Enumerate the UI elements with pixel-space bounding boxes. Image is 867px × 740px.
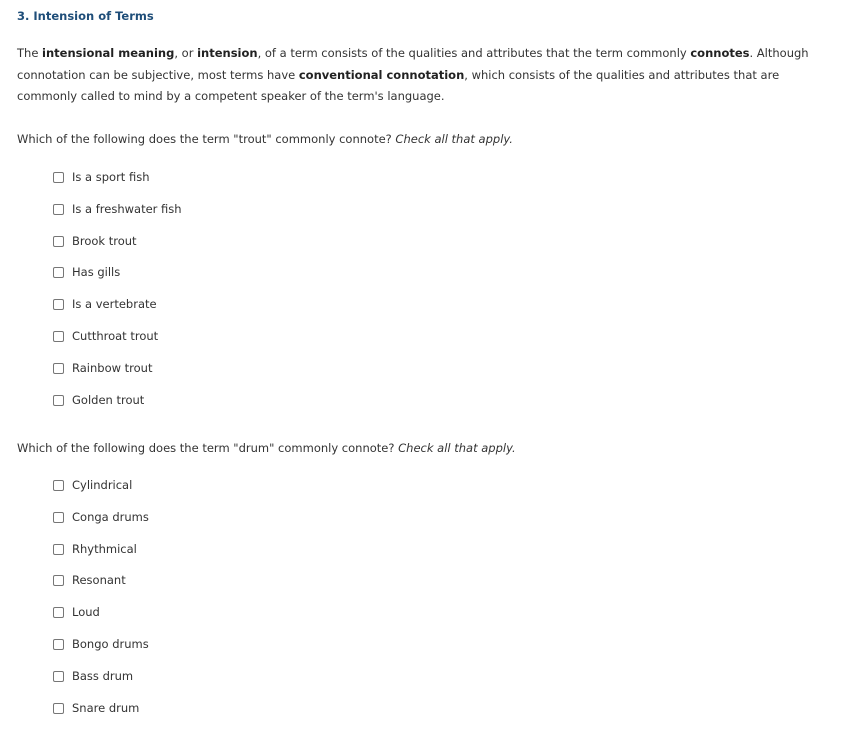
option-drum-conga-drums[interactable]	[53, 510, 149, 542]
option-drum-bass-drum[interactable]	[53, 669, 149, 701]
checkbox[interactable]	[53, 299, 64, 310]
checkbox[interactable]	[53, 267, 64, 278]
option-label[interactable]: Is a sport fish	[72, 170, 150, 184]
question-trout-prompt	[17, 132, 513, 146]
intro-paragraph	[17, 43, 835, 108]
option-trout-golden-trout[interactable]	[53, 393, 182, 425]
option-drum-snare-drum[interactable]	[53, 701, 149, 733]
option-trout-brook-trout[interactable]	[53, 234, 182, 266]
checkbox[interactable]	[53, 544, 64, 555]
intro-text-5: , which consists of the qualities and attributes that are commonly called to mind by a competent speaker of the term's language.	[17, 67, 780, 103]
checkbox[interactable]	[53, 512, 64, 523]
question-drum-prompt	[17, 441, 516, 455]
page-title: 3. Intension of Terms	[17, 9, 154, 23]
option-label[interactable]: Golden trout	[72, 392, 145, 407]
option-label[interactable]: Cylindrical	[72, 478, 133, 492]
option-label[interactable]: Bongo drums	[72, 636, 149, 651]
option-trout-freshwater-fish[interactable]	[53, 202, 182, 234]
option-label[interactable]: Is a freshwater fish	[72, 201, 182, 216]
option-trout-has-gills[interactable]	[53, 265, 182, 297]
checkbox[interactable]	[53, 607, 64, 618]
checkbox[interactable]	[53, 331, 64, 342]
option-label[interactable]: Cutthroat trout	[72, 328, 159, 343]
option-trout-cutthroat-trout[interactable]	[53, 329, 182, 361]
question-trout-options	[53, 170, 182, 424]
checkbox[interactable]	[53, 575, 64, 586]
question-trout-text: Which of the following does the term "trout" commonly connote?	[17, 132, 396, 146]
intro-term-connotes: connotes	[690, 46, 750, 60]
option-trout-sport-fish[interactable]	[53, 170, 182, 202]
intro-term-intensional-meaning: intensional meaning	[42, 46, 175, 60]
question-trout-instruction: Check all that apply.	[395, 132, 513, 146]
intro-term-intension: intension	[197, 46, 258, 60]
checkbox[interactable]	[53, 204, 64, 215]
checkbox[interactable]	[53, 395, 64, 406]
option-label[interactable]: Is a vertebrate	[72, 297, 157, 312]
intro-text-2: , or	[174, 46, 198, 60]
intro-text-3: , of a term consists of the qualities and attributes that the term commonly	[257, 46, 691, 60]
option-label[interactable]: Resonant	[72, 573, 126, 588]
option-label[interactable]: Rhythmical	[72, 541, 137, 556]
option-drum-cylindrical[interactable]	[53, 478, 149, 510]
checkbox[interactable]	[53, 671, 64, 682]
option-label[interactable]: Conga drums	[72, 509, 149, 524]
option-label[interactable]: Loud	[72, 605, 100, 620]
question-drum-instruction: Check all that apply.	[398, 441, 516, 455]
intro-text-1: The	[17, 46, 43, 60]
checkbox[interactable]	[53, 236, 64, 247]
option-label[interactable]: Snare drum	[72, 700, 140, 715]
option-trout-rainbow-trout[interactable]	[53, 361, 182, 393]
checkbox[interactable]	[53, 480, 64, 491]
question-drum-text: Which of the following does the term "drum" commonly connote?	[17, 441, 399, 455]
option-trout-vertebrate[interactable]	[53, 297, 182, 329]
option-drum-resonant[interactable]	[53, 573, 149, 605]
question-drum-options	[53, 478, 149, 732]
option-label[interactable]: Bass drum	[72, 668, 134, 683]
checkbox[interactable]	[53, 639, 64, 650]
option-drum-bongo-drums[interactable]	[53, 637, 149, 669]
checkbox[interactable]	[53, 172, 64, 183]
intro-term-conventional-connotation: conventional connotation	[298, 67, 465, 82]
checkbox[interactable]	[53, 703, 64, 714]
option-drum-rhythmical[interactable]	[53, 542, 149, 574]
option-label[interactable]: Brook trout	[72, 233, 137, 248]
checkbox[interactable]	[53, 363, 64, 374]
option-label[interactable]: Has gills	[72, 265, 121, 280]
option-label[interactable]: Rainbow trout	[72, 360, 153, 375]
intro-text-4: . Although connotation can be subjective, most terms have	[17, 46, 809, 82]
option-drum-loud[interactable]	[53, 605, 149, 637]
